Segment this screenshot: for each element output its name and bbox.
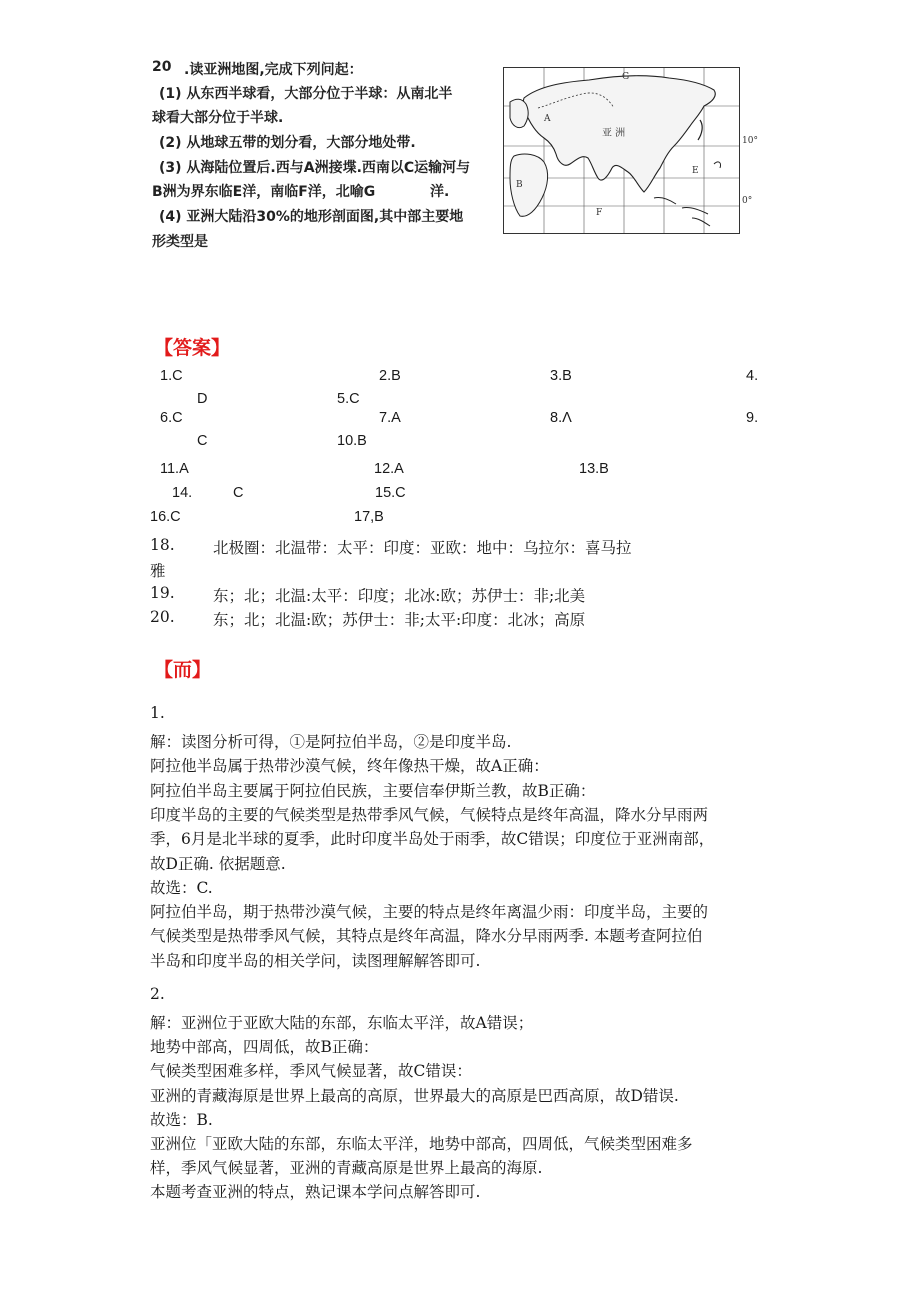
question-part-3b: B洲为界东临E洋，南临F洋，北喻G [152,184,376,200]
analysis-line: 季，6月是北半球的夏季，此时印度半岛处于雨季，故C错误；印度位于亚洲南部， [150,830,715,849]
answer-2: 2.B [379,368,401,384]
answer-6: 6.C [160,410,183,426]
answer-7: 7.A [379,410,401,426]
question-number: 20 [152,59,172,75]
japan-outline [698,120,702,140]
map-lat-0: 0° [742,196,753,206]
answer-19-num: 19. [150,584,175,602]
analysis-2-num: 2. [150,985,165,1003]
question-part-1a: (1) 从东西半球看，大部分位于半球：从南北半 [159,86,453,102]
analysis-line: 印度半岛的主要的气候类型是热带季风气候，气候特点是终年高温，降水分早雨两 [150,805,709,824]
answer-18-text: 北极圈：北温带：太平：印度：亚欧：地中：乌拉尔：喜马拉 [213,539,632,557]
europe-outline [510,99,528,127]
analysis-heading: 【而】 [154,659,212,681]
analysis-line: 故选：B. [150,1110,213,1129]
analysis-line: 地势中部高，四周低，故B正确： [150,1038,379,1057]
analysis-line: 故D正确. 依据题意. [150,854,286,873]
analysis-line: 阿拉伯半岛主要属于阿拉伯民族，主要信奉伊斯兰教，故B正确： [150,781,596,800]
map-lat-10: 10° [742,136,758,146]
analysis-1-num: 1. [150,704,165,722]
question-part-3b-end: 洋. [430,184,450,200]
question-part-3a: (3) 从海陆位置后.西与A洲接堞.西南以C运输河与 [159,160,471,176]
analysis-line: 阿拉他半岛属于热带沙漠气候，终年像热干燥，故A正确： [150,757,549,776]
analysis-line: 解：读图分析可得，①是阿拉伯半岛，②是印度半岛. [150,733,512,751]
answer-17: 17,B [354,509,384,525]
answer-14-num: 14. [172,485,193,501]
answer-4-val: D [197,391,208,407]
map-label-e: E [692,166,699,176]
answer-4-num: 4. [746,368,759,384]
answer-19-text: 东；北；北温:太平：印度；北冰:欧；苏伊士：非;北美 [213,587,586,605]
map-label-f: F [596,208,603,218]
answer-14-val: C [233,485,244,501]
analysis-line: 样，季风气候显著，亚洲的青藏高原是世界上最高的海原. [150,1159,543,1178]
answer-15: 15.C [375,485,406,501]
answer-12: 12.A [374,461,404,477]
analysis-line: 阿拉伯半岛，期于热带沙漠气候，主要的特点是终年离温少雨：印度半岛，主要的 [150,903,709,922]
answers-heading: 【答案】 [154,337,231,359]
asia-map-drawing [504,68,739,233]
analysis-line: 亚洲的青藏海原是世界上最高的高原，世界最大的高原是巴西高原，故D错误. [150,1086,679,1105]
analysis-line: 本题考查亚洲的特点，熟记课本学问点解答即可. [150,1183,481,1202]
question-part-4a: (4) 亚洲大陆沿30%的地形剖面图,其中部主要地 [159,209,464,225]
answer-3: 3.B [550,368,572,384]
analysis-line: 气候类型困难多样，季风气候显著，故C错误： [150,1062,472,1081]
answer-8: 8.Λ [550,410,572,426]
answer-20-num: 20. [150,608,175,626]
analysis-line: 故选：C. [150,878,213,897]
analysis-line: 半岛和印度半岛的相关学问，读图理解解答即可. [150,951,481,970]
answer-13: 13.B [579,461,609,477]
analysis-line: 气候类型是热带季风气候，其特点是终年高温，降水分早雨两季. 本题考查阿拉伯 [150,927,703,946]
answer-10: 10.B [337,433,367,449]
answer-18-num: 18. [150,536,175,554]
question-part-4b: 形类型是 [152,234,208,250]
question-part-1b: 球看大部分位于半球. [152,110,284,126]
question-part-2: (2) 从地球五带的划分看，大部分地处带. [159,135,416,151]
asia-map [503,67,740,234]
map-label-asia: 亚 洲 [602,128,626,139]
answer-18-cont: 雅 [150,562,166,580]
analysis-line: 解：亚洲位于亚欧大陆的东部，东临太平洋，故A错误； [150,1014,534,1032]
answer-20-text: 东；北；北温:欧；苏伊士：非;太平:印度：北冰；高原 [213,611,586,629]
answer-9-val: C [197,433,208,449]
map-label-a: A [544,114,551,124]
question-stem: .读亚洲地图,完成下列问起： [184,62,363,78]
answer-1: 1.C [160,368,183,384]
analysis-line: 亚洲位「亚欧大陆的东部，东临太平洋，地势中部高，四周低，气候类型困难多 [150,1135,693,1153]
answer-16: 16.C [150,509,181,525]
answer-5: 5.C [337,391,360,407]
answer-9-num: 9. [746,410,759,426]
map-label-b: B [516,180,523,190]
answer-11: 11.A [160,461,189,477]
map-label-g: G [622,72,630,82]
